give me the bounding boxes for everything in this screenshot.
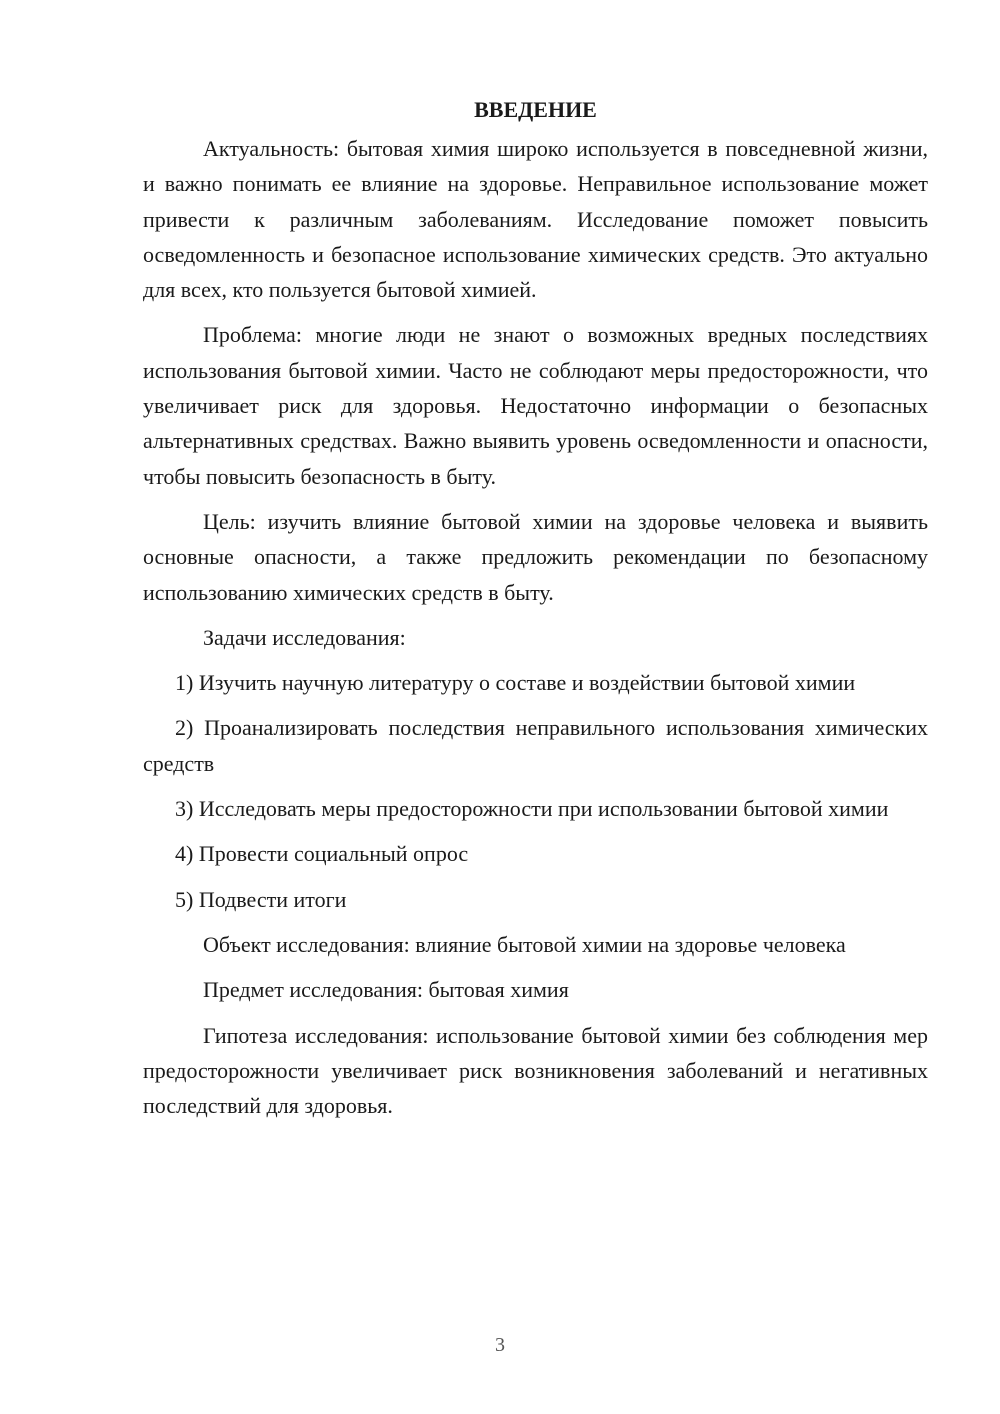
tasks-list bbox=[143, 665, 928, 917]
list-item: 2) Проанализировать последствия неправильного использования химических средств bbox=[143, 715, 928, 776]
subject-paragraph: Предмет исследования: бытовая химия bbox=[203, 977, 569, 1003]
page-number: 3 bbox=[495, 1334, 505, 1356]
object-paragraph: Объект исследования: влияние бытовой химии на здоровье человека bbox=[203, 931, 846, 957]
document-page bbox=[143, 92, 928, 1133]
hypothesis-paragraph: Гипотеза исследования: использование бытовой химии без соблюдения мер предосторожности увеличивает риск возникновения заболеваний и негативных последствий для здоровья. bbox=[143, 1022, 928, 1119]
tasks-heading: Задачи исследования: bbox=[203, 624, 406, 650]
relevance-paragraph: Актуальность: бытовая химия широко используется в повседневной жизни, и важно понимать ее влияние на здоровье. Неправильное использование может привести к различным заболеваниям. Исследование поможет повысить осведомленность и безопасное использование химических средств. Это актуально для всех, кто пользуется бытовой химией. bbox=[143, 136, 928, 303]
goal-paragraph: Цель: изучить влияние бытовой химии на здоровье человека и выявить основные опасности, а также предложить рекомендации по безопасному использованию химических средств в быту. bbox=[143, 508, 928, 605]
list-item: 4) Провести социальный опрос bbox=[175, 841, 469, 867]
list-item: 5) Подвести итоги bbox=[175, 886, 347, 912]
list-item: 1) Изучить научную литературу о составе и воздействии бытовой химии bbox=[175, 670, 856, 696]
problem-paragraph: Проблема: многие люди не знают о возможных вредных последствиях использования бытовой химии. Часто не соблюдают меры предосторожности, что увеличивает риск для здоровья. Недостаточно информации о безопасных альтернативных средствах. Важно выявить уровень осведомленности и опасности, чтобы повысить безопасность в быту. bbox=[143, 322, 928, 489]
page-title: ВВЕДЕНИЕ bbox=[474, 97, 597, 122]
list-item: 3) Исследовать меры предосторожности при использовании бытовой химии bbox=[175, 796, 889, 822]
